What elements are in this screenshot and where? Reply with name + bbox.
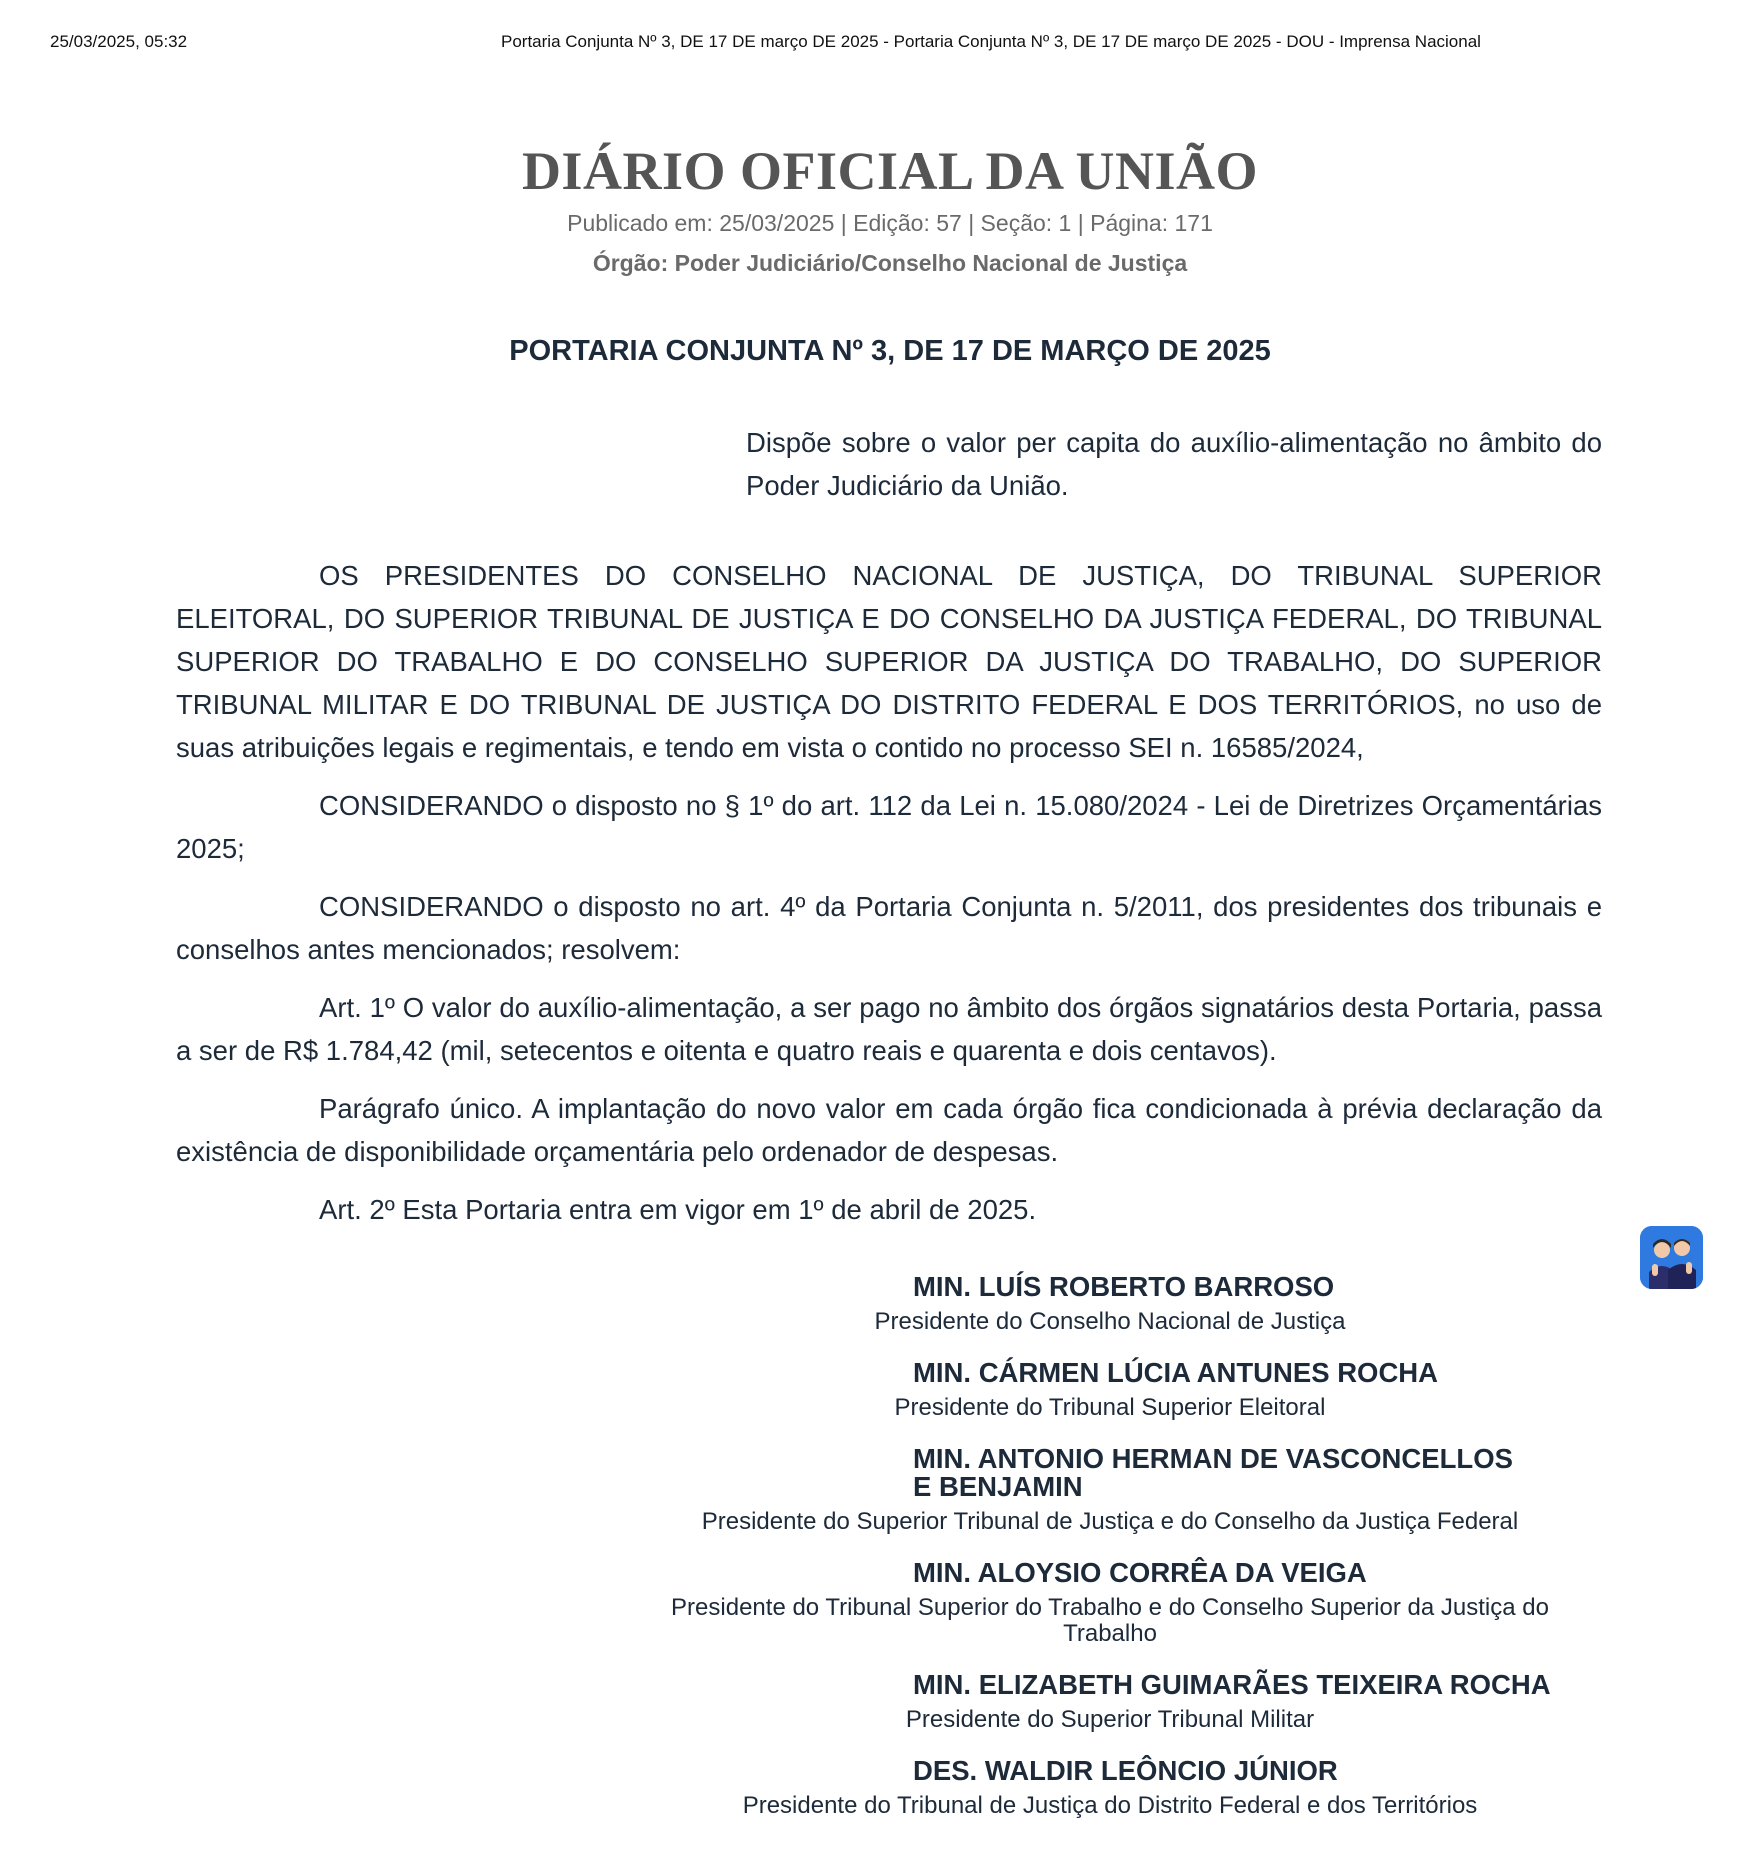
signatory-role: Presidente do Conselho Nacional de Justiça (874, 1308, 1346, 1335)
act-body (176, 554, 1602, 1246)
accessibility-widget-button[interactable] (1640, 1226, 1703, 1289)
orgao-label: Órgão: Poder Judiciário/Conselho Nacional de Justiça (592, 250, 1188, 276)
masthead: DIÁRIO OFICIAL DA UNIÃO (521, 141, 1259, 201)
signatory-role: Presidente do Superior Tribunal Militar (905, 1706, 1315, 1733)
sole-paragraph: Parágrafo único. A implantação do novo valor em cada órgão fica condicionada à prévia declaração da existência de disponibilidade orçamentária pelo ordenador de despesas. (176, 1093, 1602, 1167)
signatory-role: Presidente do Tribunal de Justiça do Distrito Federal e dos Territórios (742, 1792, 1478, 1819)
considerando-paragraph: CONSIDERANDO o disposto no § 1º do art. 112 da Lei n. 15.080/2024 - Lei de Diretrizes Orçamentárias 2025; (176, 790, 1602, 864)
preamble-paragraph: OS PRESIDENTES DO CONSELHO NACIONAL DE JUSTIÇA, DO TRIBUNAL SUPERIOR ELEITORAL, DO SUPERIOR TRIBUNAL DE JUSTIÇA E DO CONSELHO DA JUSTIÇA FEDERAL, DO TRIBUNAL SUPERIOR DO TRABALHO E DO CONSELHO SUPERIOR DA JUSTIÇA DO TRABALHO, DO SUPERIOR TRIBUNAL MILITAR E DO TRIBUNAL DE JUSTIÇA DO DISTRITO FEDERAL E DOS TERRITÓRIOS, no uso de suas atribuições legais e regimentais, e tendo em vista o contido no processo SEI n. 16585/2024, (176, 560, 1602, 763)
signature (600, 1273, 1600, 1335)
signatory-name: MIN. ALOYSIO CORRÊA DA VEIGA (913, 1557, 1367, 1588)
signatory-role: Presidente do Tribunal Superior Eleitoral (894, 1394, 1326, 1421)
signature (600, 1445, 1600, 1535)
signature (600, 1671, 1600, 1733)
signatory-name: MIN. CÁRMEN LÚCIA ANTUNES ROCHA (913, 1357, 1439, 1388)
signatory-role: Presidente do Superior Tribunal de Justiça e do Conselho da Justiça Federal (701, 1508, 1519, 1535)
signature (600, 1359, 1600, 1421)
signatory-role: Presidente do Tribunal Superior do Trabalho e do Conselho Superior da Justiça do Trabalho (671, 1594, 1549, 1647)
article-paragraph: Art. 1º O valor do auxílio-alimentação, a ser pago no âmbito dos órgãos signatários desta Portaria, passa a ser de R$ 1.784,42 (mil, setecentos e oitenta e quatro reais e quarenta e dois centavos). (176, 992, 1602, 1066)
signatory-name: MIN. LUÍS ROBERTO BARROSO (913, 1271, 1335, 1302)
signature (600, 1757, 1600, 1819)
ementa: Dispõe sobre o valor per capita do auxílio-alimentação no âmbito do Poder Judiciário da União. (746, 427, 1602, 501)
considerando-paragraph: CONSIDERANDO o disposto no art. 4º da Portaria Conjunta n. 5/2011, dos presidentes dos tribunais e conselhos antes mencionados; resolvem: (176, 891, 1602, 965)
print-datetime: 25/03/2025, 05:32 (50, 32, 188, 51)
signatures-block (600, 1273, 1600, 1843)
signatory-name: DES. WALDIR LEÔNCIO JÚNIOR (913, 1755, 1338, 1786)
signature (600, 1559, 1600, 1647)
libras-avatar-icon (1640, 1226, 1703, 1289)
publication-info: Publicado em: 25/03/2025 | Edição: 57 | Seção: 1 | Página: 171 (567, 210, 1213, 236)
print-header (50, 32, 1704, 52)
article-paragraph: Art. 2º Esta Portaria entra em vigor em 1º de abril de 2025. (319, 1194, 1037, 1225)
signatory-name: MIN. ANTONIO HERMAN DE VASCONCELLOS E BENJAMIN (913, 1443, 1513, 1502)
act-title: PORTARIA CONJUNTA Nº 3, DE 17 DE MARÇO DE 2025 (509, 335, 1271, 367)
print-document-title: Portaria Conjunta Nº 3, DE 17 DE março DE 2025 - Portaria Conjunta Nº 3, DE 17 DE março DE 2025 - DOU - Imprensa Nacional (501, 32, 1481, 51)
signatory-name: MIN. ELIZABETH GUIMARÃES TEIXEIRA ROCHA (913, 1669, 1551, 1700)
